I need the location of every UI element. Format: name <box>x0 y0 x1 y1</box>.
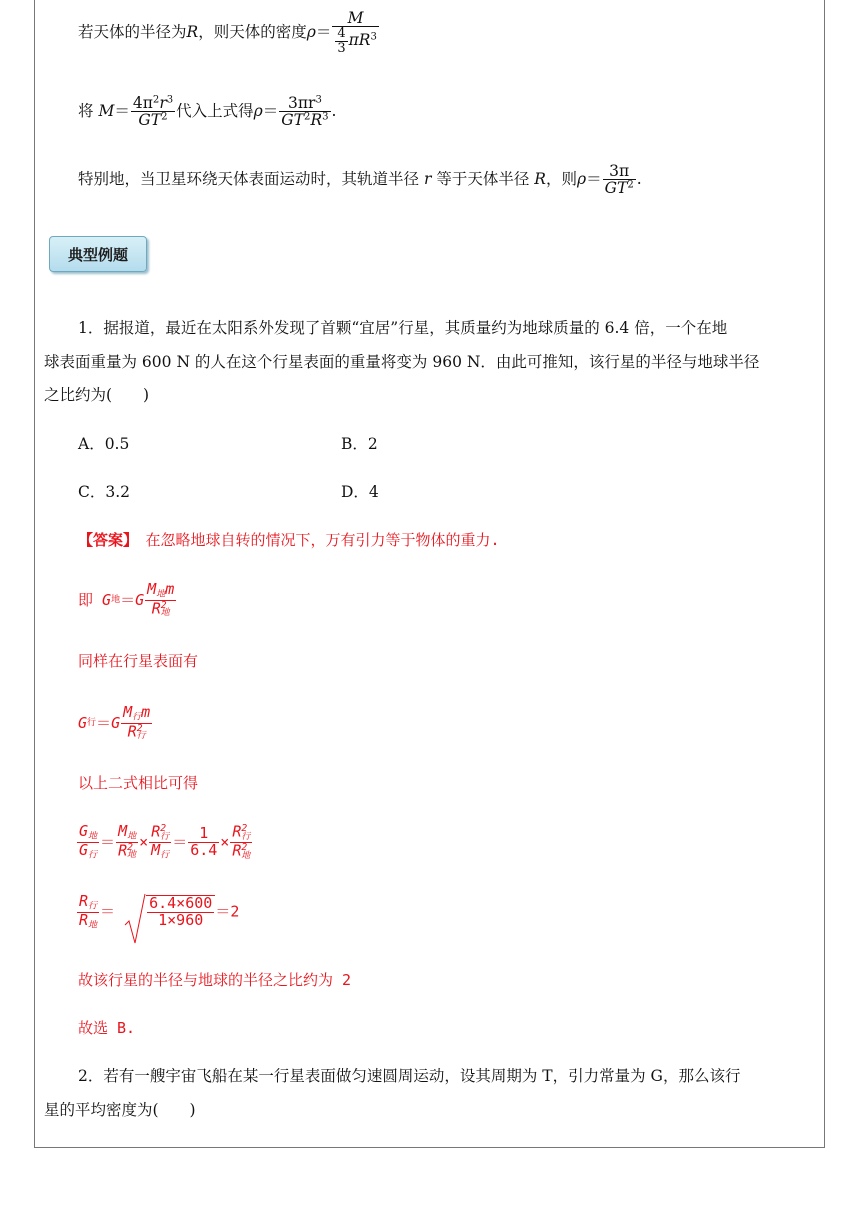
exponent: 2 <box>127 841 134 853</box>
subscript: 行 <box>88 850 98 861</box>
subscript: 行 <box>160 850 170 861</box>
radical-sign-icon <box>124 893 146 945</box>
exponent: 2 <box>161 111 168 123</box>
denominator: 6.4 <box>190 841 218 860</box>
text: ，则天体的密度 <box>198 23 307 42</box>
fraction <box>116 824 138 861</box>
subscript: 地 <box>127 831 137 842</box>
fraction <box>603 163 636 197</box>
subscript: 行 <box>160 831 170 842</box>
fraction <box>77 894 99 930</box>
answer-line <box>78 533 500 548</box>
text: R <box>151 599 161 618</box>
subscript: 地 <box>156 589 166 600</box>
numerator: 6.4×600 <box>149 894 213 913</box>
denominator <box>603 180 636 196</box>
var-R: R <box>310 111 323 130</box>
text: M <box>118 822 128 841</box>
text: 即 <box>78 590 94 609</box>
period: . <box>331 102 337 121</box>
times: × <box>139 833 149 852</box>
equals: ＝ <box>100 833 116 852</box>
answer-conclusion: 故该行星的半径与地球的半径之比约为 2 <box>78 971 352 989</box>
answer-combine: 以上二式相比可得 <box>78 774 199 792</box>
exponent: 2 <box>627 179 634 191</box>
text: 若天体的半径为 <box>78 23 187 42</box>
text: G <box>79 822 89 841</box>
denominator <box>279 112 330 128</box>
var-r: r <box>423 170 432 189</box>
numerator: 3π <box>603 163 636 180</box>
fraction <box>149 824 171 861</box>
pi-r: πR <box>348 31 371 50</box>
var-R: R <box>186 23 199 42</box>
answer-ratio <box>76 824 253 861</box>
fraction <box>147 896 214 929</box>
exponent: 2 <box>304 111 311 123</box>
text: R <box>232 841 242 860</box>
subscript: 地 <box>160 608 170 619</box>
text: R <box>118 841 128 860</box>
answer-same: 同样在行星表面有 <box>78 652 199 670</box>
subscript: 行 <box>132 712 142 723</box>
subscript: 地 <box>127 850 137 861</box>
numerator: 4 <box>337 26 346 42</box>
text: ，则 <box>545 170 577 189</box>
denominator <box>121 724 152 742</box>
denominator <box>131 112 175 128</box>
text: R <box>232 822 242 841</box>
denominator <box>230 843 252 861</box>
denominator <box>116 843 138 861</box>
text: m <box>165 580 175 598</box>
exponent: 2 <box>241 842 248 854</box>
exponent: 2 <box>241 823 248 834</box>
numerator: M <box>332 10 379 27</box>
exponent: 2 <box>136 722 143 734</box>
text: 特别地，当卫星环绕天体表面运动时，其轨道半径 <box>78 170 420 189</box>
text: 代入上式得 <box>176 102 254 121</box>
result: ＝2 <box>215 902 240 921</box>
text: R <box>79 892 89 910</box>
denominator <box>332 27 379 55</box>
text: GT <box>604 179 628 198</box>
var-rho: ρ <box>306 23 316 42</box>
answer-eq-planet <box>78 705 153 742</box>
equals: ＝ <box>586 170 602 189</box>
var-G: G <box>102 590 112 609</box>
q2-line-2: 星的平均密度为( ) <box>44 1101 196 1119</box>
equals: ＝ <box>172 833 188 852</box>
option-c: C．3.2 <box>78 483 131 501</box>
text: M <box>147 580 157 598</box>
period: . <box>636 170 642 189</box>
exponent: 3 <box>315 94 322 106</box>
answer-intro: 在忽略地球自转的情况下，万有引力等于物体的重力. <box>145 531 500 549</box>
subscript: 地 <box>111 594 121 605</box>
radicand <box>146 895 215 929</box>
exponent: 2 <box>152 94 160 106</box>
density-line-2 <box>78 95 336 129</box>
var-G: G <box>111 713 121 732</box>
subscript: 行 <box>87 717 97 728</box>
text: R <box>79 910 89 929</box>
fraction <box>332 10 379 56</box>
fraction <box>279 95 330 129</box>
density-line-1 <box>78 10 380 56</box>
fraction <box>335 27 347 55</box>
denominator <box>77 843 99 861</box>
denominator <box>145 601 176 619</box>
q1-line-1: 1．据报道，最近在太阳系外发现了首颗“宜居”行星，其质量约为地球质量的 6.4 倍，一个在地 <box>78 319 728 337</box>
text: GT <box>138 111 162 130</box>
numerator: 1 <box>188 826 219 843</box>
q1-line-2: 球表面重量为 600 N 的人在这个行星表面的重量将变为 960 N．由此可推知，该行星的半径与地球半径 <box>44 353 760 371</box>
text: M <box>123 703 133 721</box>
denominator <box>149 843 171 861</box>
text: GT <box>281 111 305 130</box>
numerator <box>230 824 252 843</box>
fraction <box>121 705 152 742</box>
var-r: r <box>159 94 167 112</box>
text: 将 <box>78 102 94 121</box>
subscript: 行 <box>88 901 98 912</box>
equals: ＝ <box>262 102 279 121</box>
option-b: B．2 <box>341 435 378 453</box>
option-a: A．0.5 <box>78 435 130 453</box>
numerator <box>116 824 138 843</box>
q1-line-3: 之比约为( ) <box>44 386 150 404</box>
text: 等于天体半径 <box>436 170 530 189</box>
text: R <box>151 822 161 841</box>
subscript: 行 <box>241 831 251 842</box>
subscript: 行 <box>136 731 146 742</box>
density-line-3 <box>78 163 642 197</box>
denominator: 3 <box>337 40 346 56</box>
exponent: 3 <box>370 31 377 43</box>
text: M <box>151 841 161 860</box>
answer-eq-earth <box>78 582 177 619</box>
square-root <box>124 895 215 929</box>
section-badge <box>49 236 147 272</box>
answer-radius-ratio <box>76 894 239 930</box>
numerator <box>131 95 175 112</box>
text: G <box>79 841 89 860</box>
section-badge-label: 典型例题 <box>67 245 128 264</box>
var-rho: ρ <box>253 102 263 121</box>
exponent: 3 <box>166 94 174 106</box>
equals: ＝ <box>100 902 116 921</box>
text: 3πr <box>287 94 316 112</box>
numerator <box>279 95 330 112</box>
numerator <box>145 582 176 601</box>
text: 4π <box>132 94 153 112</box>
exponent: 2 <box>160 823 167 835</box>
q2-line-1: 2．若有一艘宇宙飞船在某一行星表面做匀速圆周运动，设其周期为 T，引力常量为 G，那么该行 <box>78 1067 741 1085</box>
var-G: G <box>135 590 145 609</box>
answer-label: 【答案】 <box>78 531 131 549</box>
times: × <box>220 833 230 852</box>
fraction <box>230 824 252 861</box>
var-R: R <box>534 170 546 189</box>
exponent: 2 <box>160 599 167 611</box>
option-d: D．4 <box>341 483 379 501</box>
text: R <box>127 722 137 741</box>
denominator: 1×960 <box>158 911 204 930</box>
fraction <box>131 95 175 129</box>
answer-choice: 故选 B. <box>78 1019 136 1037</box>
fraction <box>145 582 176 619</box>
var-G: G <box>78 713 88 732</box>
equals: ＝ <box>96 713 112 732</box>
denominator <box>77 910 99 931</box>
numerator <box>121 705 152 724</box>
subscript: 地 <box>88 919 98 930</box>
var-M: M <box>98 102 115 121</box>
equals: ＝ <box>114 102 130 121</box>
fraction <box>188 826 219 859</box>
equals: ＝ <box>120 590 136 609</box>
text: m <box>141 703 151 721</box>
subscript: 地 <box>241 850 251 861</box>
var-rho: ρ <box>576 170 587 189</box>
equals: ＝ <box>315 23 332 42</box>
subscript: 地 <box>88 831 98 842</box>
exponent: 3 <box>322 111 329 123</box>
fraction <box>77 824 99 860</box>
